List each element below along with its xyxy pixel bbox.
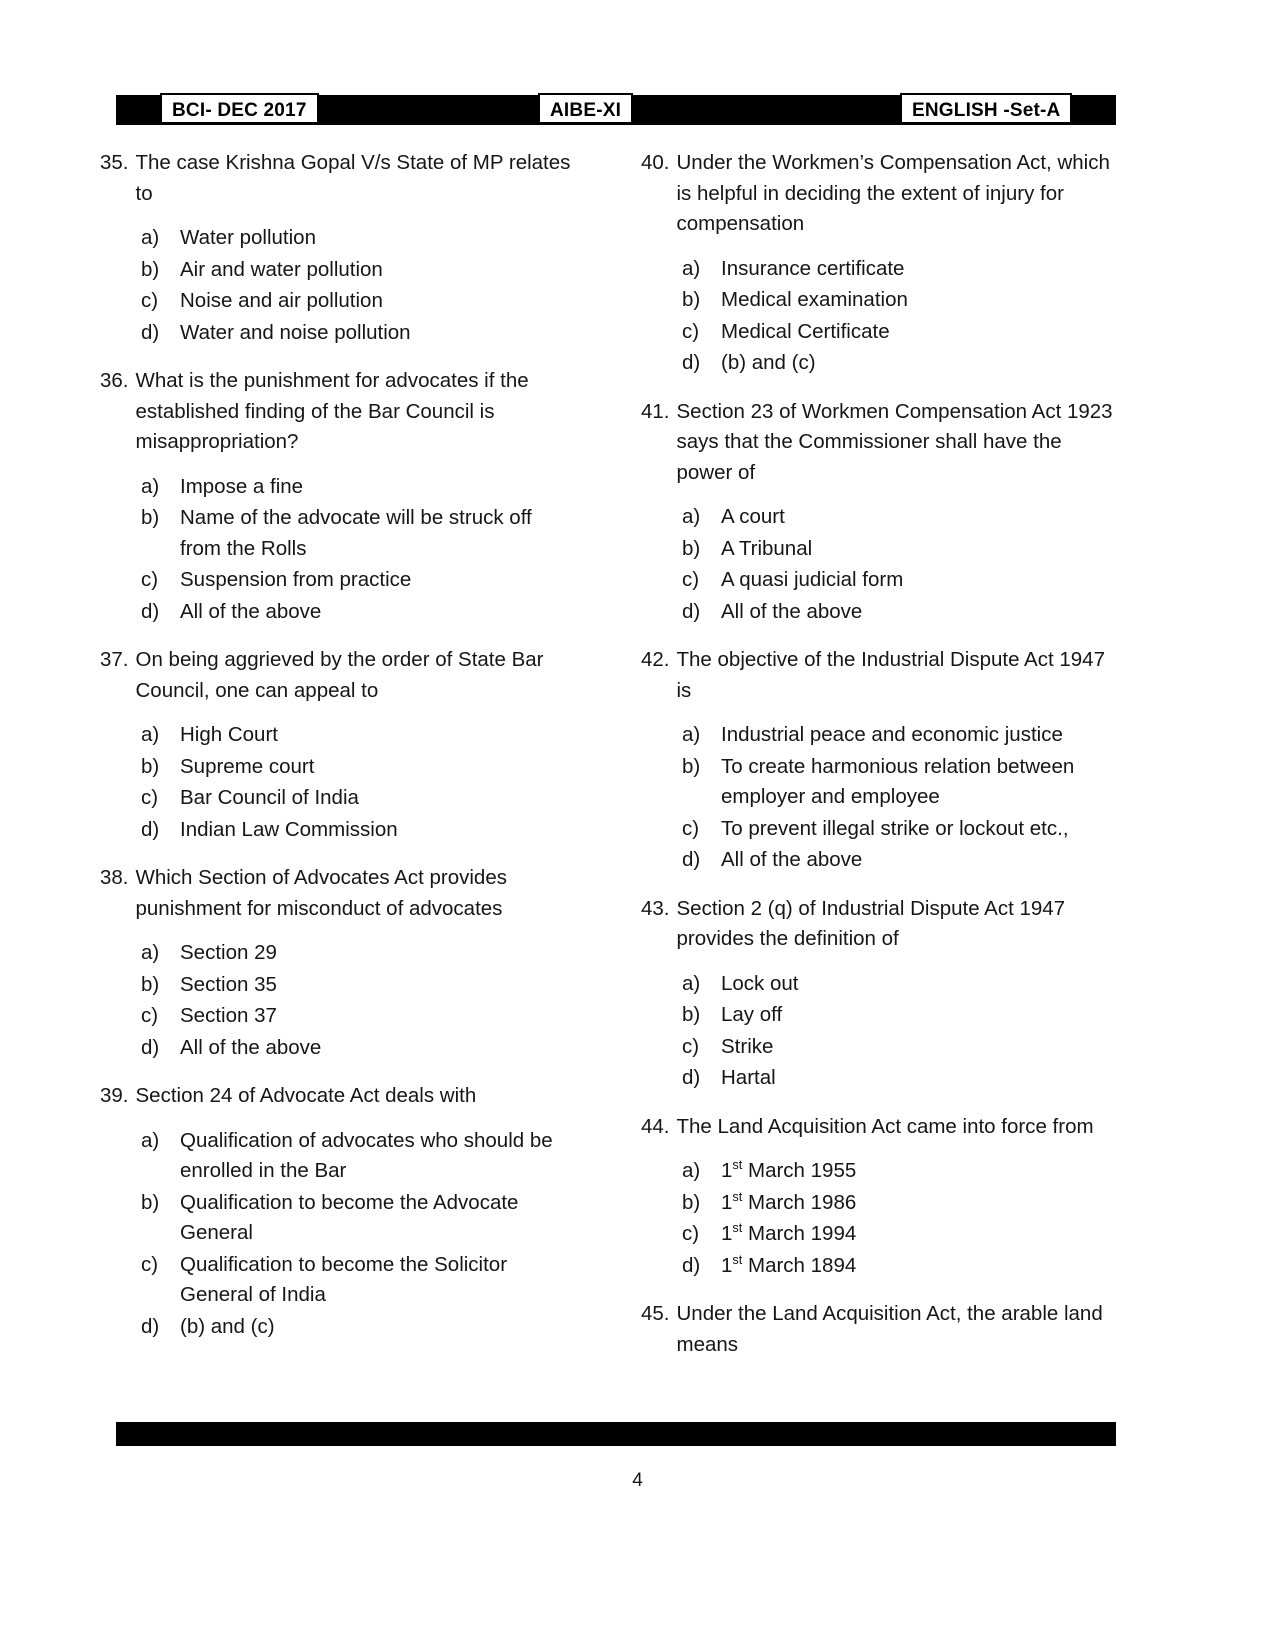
question-text [100,863,572,924]
answer-option[interactable] [641,1156,1113,1187]
question-text [100,1081,572,1112]
answer-option[interactable] [641,348,1113,379]
option-label: b) [141,506,160,529]
option-text: A Tribunal [721,536,813,560]
option-text: Section 37 [180,1004,277,1027]
option-label: a) [682,505,701,528]
question-text [641,894,1113,955]
ordinal-suffix: st [732,1188,743,1204]
option-label: c) [141,786,159,809]
option-text: Supreme court [180,754,315,778]
answer-option[interactable] [100,752,572,783]
answer-option[interactable] [641,1000,1113,1031]
answer-option-list [641,720,1113,876]
option-label: c) [682,816,700,840]
answer-option-list [100,472,572,628]
answer-option-list [641,1156,1113,1281]
option-text: Impose a fine [180,474,304,498]
header-exam-session-box: BCI- DEC 2017 [160,93,319,124]
option-text: Strike [721,1034,774,1058]
option-label: c) [141,568,159,591]
answer-option[interactable] [100,938,572,969]
question-text [641,645,1113,706]
option-label: c) [141,1252,159,1276]
option-text: Insurance certificate [721,256,905,280]
option-text: Water pollution [180,226,316,249]
question-column-left [100,148,572,1360]
question-text [641,148,1113,240]
option-label: b) [682,288,701,311]
question-block [641,397,1113,628]
option-text: Medical Certificate [721,319,890,343]
option-label: c) [682,568,700,591]
question-number: 41. [641,399,670,423]
answer-option[interactable] [100,565,572,596]
option-label: c) [682,319,700,343]
answer-option[interactable] [641,317,1113,348]
answer-option[interactable] [100,597,572,628]
option-text: Hartal [721,1066,776,1089]
option-text: 1st March 1894 [721,1251,857,1277]
option-label: b) [682,1190,701,1214]
answer-option[interactable] [100,815,572,846]
question-statement: The objective of the Industrial Dispute Act 1947 is [676,648,1105,702]
answer-option-list [100,938,572,1063]
question-block [641,1299,1113,1360]
page-number: 4 [632,1470,643,1491]
question-text [641,397,1113,489]
option-label: a) [141,226,160,249]
option-text: To create harmonious relation between employer and employee [721,754,1075,808]
ordinal-suffix: st [732,1220,743,1236]
question-number: 45. [641,1302,670,1325]
footer-black-bar [116,1422,1116,1446]
option-label: d) [141,1035,160,1059]
question-block [100,863,572,1063]
option-text: A court [721,505,785,528]
option-text: 1st March 1994 [721,1220,857,1245]
option-text: Air and water pollution [180,257,383,281]
question-column-right [641,148,1113,1378]
answer-option-list [641,254,1113,379]
answer-option[interactable] [100,255,572,286]
answer-option[interactable] [641,1188,1113,1219]
option-text: All of the above [721,599,863,623]
option-label: d) [682,351,701,374]
question-block [100,148,572,348]
answer-option[interactable] [100,1126,572,1187]
answer-option[interactable] [100,286,572,317]
question-statement: Which Section of Advocates Act provides punishment for misconduct of advocates [135,866,507,920]
question-text [100,645,572,706]
option-label: b) [141,257,160,281]
question-statement: Under the Land Acquisition Act, the arable land means [676,1302,1103,1356]
question-block [641,645,1113,876]
answer-option[interactable] [100,503,572,564]
option-text: Suspension from practice [180,568,412,591]
option-text: Section 35 [180,972,277,996]
option-label: d) [682,599,701,623]
answer-option[interactable] [641,845,1113,876]
option-label: c) [682,1222,700,1245]
option-text: Bar Council of India [180,786,359,809]
answer-option[interactable] [100,970,572,1001]
option-label: b) [682,536,701,560]
option-text: All of the above [721,848,863,871]
option-text: Lock out [721,971,799,995]
question-number: 36. [100,369,129,392]
question-number: 37. [100,648,129,671]
question-number: 40. [641,151,670,174]
answer-option[interactable] [641,285,1113,316]
question-text [641,1299,1113,1360]
option-label: d) [682,1253,701,1277]
answer-option[interactable] [100,1001,572,1032]
header-exam-code-box: AIBE-XI [538,93,633,124]
question-statement: On being aggrieved by the order of State Bar Council, one can appeal to [135,648,544,702]
question-number: 38. [100,866,129,889]
option-text: 1st March 1986 [721,1188,857,1214]
answer-option[interactable] [641,502,1113,533]
option-label: c) [141,289,159,312]
question-block [100,366,572,627]
answer-option-list [641,969,1113,1094]
answer-option[interactable] [641,720,1113,751]
option-text: High Court [180,723,278,746]
question-statement: The case Krishna Gopal V/s State of MP relates to [135,151,571,205]
question-block [641,148,1113,379]
option-label: b) [141,972,160,996]
answer-option-list [100,223,572,348]
answer-option-list [100,720,572,845]
option-label: b) [141,1190,160,1214]
option-text: Noise and air pollution [180,289,383,312]
answer-option[interactable] [641,534,1113,565]
answer-option[interactable] [100,472,572,503]
answer-option[interactable] [100,318,572,349]
question-text [100,148,572,209]
option-label: d) [682,848,701,871]
answer-option[interactable] [100,1188,572,1249]
option-label: d) [141,599,160,623]
answer-option[interactable] [100,783,572,814]
option-text: Lay off [721,1003,783,1026]
answer-option[interactable] [641,1032,1113,1063]
answer-option-list [641,502,1113,627]
option-label: d) [141,817,160,841]
answer-option[interactable] [641,814,1113,845]
answer-option[interactable] [100,720,572,751]
option-text: Section 29 [180,941,277,964]
option-text: (b) and (c) [721,351,816,374]
ordinal-suffix: st [732,1157,743,1173]
question-text [641,1112,1113,1143]
option-label: b) [682,754,701,778]
option-label: a) [682,971,701,995]
option-text: All of the above [180,1035,322,1059]
question-statement: Section 24 of Advocate Act deals with [135,1084,477,1107]
question-number: 39. [100,1084,129,1107]
answer-option[interactable] [641,565,1113,596]
question-number: 43. [641,896,670,920]
option-text: Qualification to become the Advocate General [180,1190,519,1244]
question-number: 44. [641,1114,670,1138]
answer-option[interactable] [100,1250,572,1311]
answer-option[interactable] [641,1063,1113,1094]
option-label: c) [141,1004,159,1027]
question-statement: The Land Acquisition Act came into force from [676,1114,1094,1138]
answer-option[interactable] [641,969,1113,1000]
option-label: d) [682,1066,701,1089]
question-block [641,894,1113,1094]
option-text: Qualification to become the Solicitor General of India [180,1252,508,1306]
option-text: Medical examination [721,288,908,311]
option-text: 1st March 1955 [721,1157,857,1182]
ordinal-suffix: st [732,1251,743,1267]
option-text: Qualification of advocates who should be enrolled in the Bar [180,1128,553,1182]
question-number: 35. [100,151,129,174]
answer-option[interactable] [641,1251,1113,1282]
answer-option[interactable] [641,752,1113,813]
answer-option[interactable] [641,1219,1113,1250]
option-text: Indian Law Commission [180,817,398,841]
answer-option-list [100,1126,572,1343]
option-text: All of the above [180,599,322,623]
option-text: A quasi judicial form [721,568,904,591]
option-text: Water and noise pollution [180,320,411,344]
header-language-set-box: ENGLISH -Set-A [900,93,1072,124]
option-label: a) [141,941,160,964]
option-text: To prevent illegal strike or lockout etc., [721,816,1069,840]
question-statement: Section 2 (q) of Industrial Dispute Act 1947 provides the definition of [676,896,1066,950]
option-label: a) [682,1159,701,1182]
option-text: (b) and (c) [180,1314,275,1338]
option-label: a) [141,1128,160,1152]
question-block [100,645,572,845]
option-text: Name of the advocate will be struck off from the Rolls [180,506,532,560]
option-label: d) [141,1314,160,1338]
option-label: a) [141,723,160,746]
question-block [641,1112,1113,1282]
question-statement: Section 23 of Workmen Compensation Act 1923 says that the Commissioner shall have the power of [676,399,1113,484]
answer-option[interactable] [641,597,1113,628]
option-label: a) [682,723,701,746]
option-label: b) [141,754,160,778]
question-number: 42. [641,648,670,671]
option-label: d) [141,320,160,344]
answer-option[interactable] [641,254,1113,285]
option-text: Industrial peace and economic justice [721,723,1063,746]
question-statement: What is the punishment for advocates if the established finding of the Bar Council is misappropriation? [135,369,529,453]
answer-option[interactable] [100,1033,572,1064]
question-text [100,366,572,458]
answer-option[interactable] [100,1312,572,1343]
option-label: a) [141,474,160,498]
question-statement: Under the Workmen’s Compensation Act, which is helpful in deciding the extent of injury for compensation [676,151,1110,235]
option-label: b) [682,1003,701,1026]
question-block [100,1081,572,1342]
option-label: a) [682,256,701,280]
answer-option[interactable] [100,223,572,254]
option-label: c) [682,1034,700,1058]
